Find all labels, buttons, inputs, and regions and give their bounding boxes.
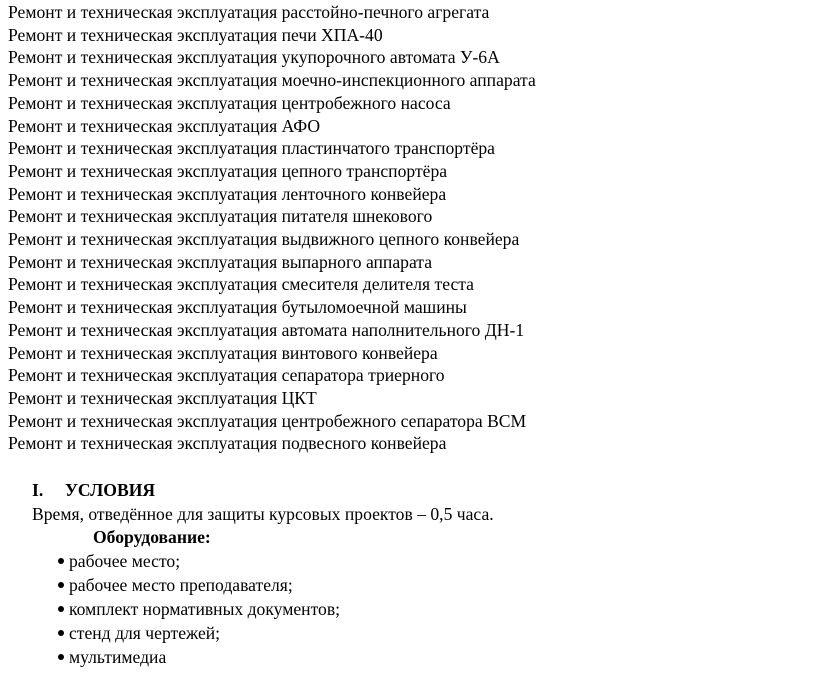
topic-item: Ремонт и техническая эксплуатация смесителя делителя теста [8, 274, 474, 295]
equipment-item-label: комплект нормативных документов; [69, 599, 341, 619]
equipment-item [55, 573, 340, 597]
topic-item: Ремонт и техническая эксплуатация бутыломоечной машины [8, 297, 467, 318]
bullet-icon [58, 582, 64, 588]
equipment-heading: Оборудование: [93, 527, 211, 547]
bullet-icon [58, 558, 64, 564]
equipment-item-label: мультимедиа [69, 647, 167, 667]
equipment-item-label: рабочее место преподавателя; [69, 575, 293, 595]
bullet-icon [58, 654, 64, 660]
equipment-item [55, 549, 340, 573]
topic-item: Ремонт и техническая эксплуатация автомата наполнительного ДН-1 [8, 319, 525, 340]
topic-item: Ремонт и техническая эксплуатация моечно-инспекционного аппарата [8, 70, 536, 91]
equipment-list [55, 549, 340, 669]
section-heading [32, 478, 155, 502]
topic-item: Ремонт и техническая эксплуатация центробежного сепаратора ВСМ [8, 410, 527, 431]
equipment-item [55, 597, 340, 621]
topic-item: Ремонт и техническая эксплуатация пластинчатого транспортёра [8, 138, 495, 159]
section-title: УСЛОВИЯ [65, 480, 156, 500]
topic-item: Ремонт и техническая эксплуатация расстойно-печного агрегата [8, 2, 490, 22]
bullet-icon [58, 606, 64, 612]
equipment-item [55, 645, 340, 669]
topic-item: Ремонт и техническая эксплуатация печи ХПА-40 [8, 24, 383, 45]
bullet-icon [58, 630, 64, 636]
equipment-item-label: стенд для чертежей; [69, 623, 221, 643]
topic-item: Ремонт и техническая эксплуатация выдвижного цепного конвейера [8, 229, 520, 250]
topic-item: Ремонт и техническая эксплуатация винтового конвейера [8, 342, 438, 363]
topic-item: Ремонт и техническая эксплуатация сепаратора триерного [8, 365, 445, 386]
topic-item: Ремонт и техническая эксплуатация питателя шнекового [8, 206, 433, 227]
section-number: I. [32, 480, 44, 500]
topic-item: Ремонт и техническая эксплуатация ЦКТ [8, 387, 317, 408]
topic-item: Ремонт и техническая эксплуатация выпарного аппарата [8, 251, 433, 272]
topic-item: Ремонт и техническая эксплуатация центробежного насоса [8, 92, 451, 113]
topic-item: Ремонт и техническая эксплуатация цепного транспортёра [8, 160, 448, 181]
equipment-item [55, 621, 340, 645]
equipment-item-label: рабочее место; [69, 551, 181, 571]
defense-time-text: Время, отведённое для защиты курсовых проектов – 0,5 часа. [32, 504, 494, 524]
topic-item: Ремонт и техническая эксплуатация укупорочного автомата У-6А [8, 47, 500, 68]
topic-item: Ремонт и техническая эксплуатация ленточного конвейера [8, 183, 447, 204]
topic-list [8, 1, 536, 455]
topic-item: Ремонт и техническая эксплуатация АФО [8, 115, 321, 136]
topic-item: Ремонт и техническая эксплуатация подвесного конвейера [8, 433, 447, 454]
